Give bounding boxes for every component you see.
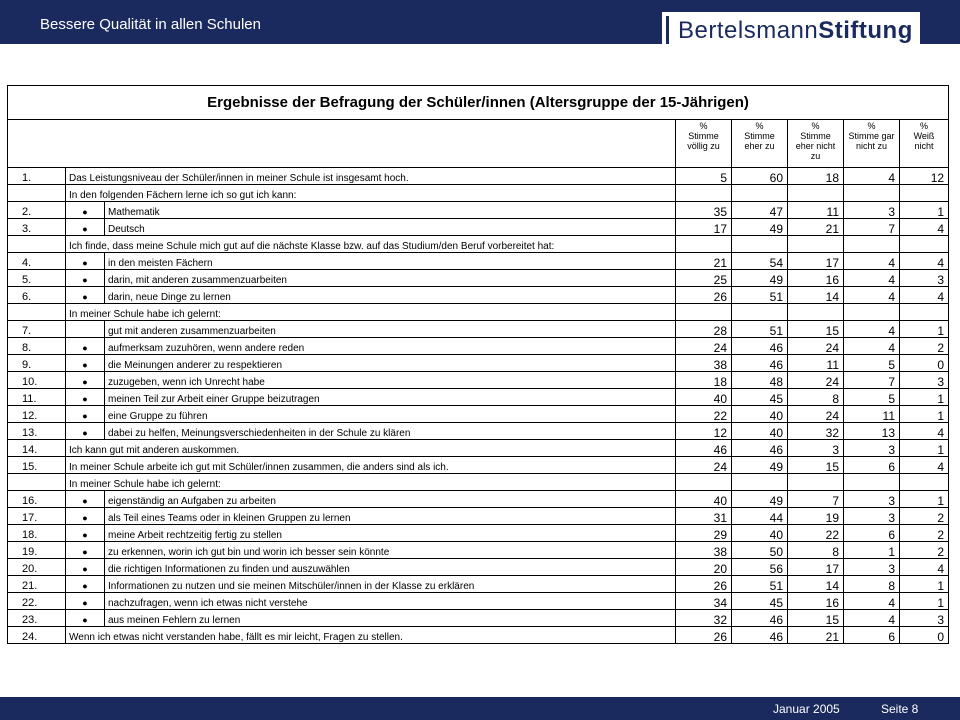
value-cell: 4: [900, 559, 949, 576]
table-row: [8, 355, 949, 372]
value-cell: 6: [844, 627, 900, 644]
table-row: [8, 593, 949, 610]
item-number: 15.: [8, 457, 66, 474]
value-cell: 24: [676, 338, 732, 355]
item-text: Ich kann gut mit anderen auskommen.: [66, 440, 676, 457]
section-header-row: [8, 185, 949, 202]
item-number: 1.: [8, 168, 66, 185]
value-cell: 17: [788, 559, 844, 576]
value-cell: 3: [844, 491, 900, 508]
item-number: 6.: [8, 287, 66, 304]
item-number: 4.: [8, 253, 66, 270]
value-cell: 7: [844, 372, 900, 389]
item-text: Deutsch: [105, 219, 676, 236]
empty-value-cell: [900, 304, 949, 321]
value-cell: 49: [732, 270, 788, 287]
value-cell: 6: [844, 457, 900, 474]
value-cell: 45: [732, 389, 788, 406]
empty-value-cell: [676, 474, 732, 491]
presentation-subtitle: Bessere Qualität in allen Schulen: [40, 16, 261, 33]
value-cell: 4: [844, 270, 900, 287]
value-cell: 19: [788, 508, 844, 525]
value-cell: 5: [844, 355, 900, 372]
value-cell: 15: [788, 321, 844, 338]
value-cell: 24: [788, 406, 844, 423]
table-row: [8, 338, 949, 355]
col-pct: %: [699, 121, 708, 131]
value-cell: 22: [676, 406, 732, 423]
value-cell: 50: [732, 542, 788, 559]
footer-date: Januar 2005: [773, 702, 840, 716]
value-cell: 12: [900, 168, 949, 185]
empty-value-cell: [844, 236, 900, 253]
header-blank: [8, 120, 676, 168]
section-text: Ich finde, dass meine Schule mich gut auf die nächste Klasse bzw. auf das Studium/den Beruf vorbereitet hat:: [66, 236, 676, 253]
value-cell: 14: [788, 576, 844, 593]
value-cell: 1: [900, 321, 949, 338]
table-title: Ergebnisse der Befragung der Schüler/innen (Altersgruppe der 15-Jährigen): [8, 86, 949, 120]
value-cell: 1: [900, 491, 949, 508]
footer-bar: [0, 697, 960, 720]
value-cell: 4: [844, 253, 900, 270]
value-cell: 1: [900, 593, 949, 610]
value-cell: 46: [732, 355, 788, 372]
value-cell: 44: [732, 508, 788, 525]
col-header-eher: [732, 120, 788, 168]
table-title-row: [8, 86, 949, 120]
empty-value-cell: [732, 304, 788, 321]
item-text: die richtigen Informationen zu finden und auszuwählen: [105, 559, 676, 576]
bullet-icon: ●: [66, 389, 105, 406]
value-cell: 4: [844, 321, 900, 338]
bullet-icon: ●: [66, 508, 105, 525]
item-text: eigenständig an Aufgaben zu arbeiten: [105, 491, 676, 508]
table-row: [8, 270, 949, 287]
bullet-icon: ●: [66, 491, 105, 508]
value-cell: 4: [844, 593, 900, 610]
item-text: aus meinen Fehlern zu lernen: [105, 610, 676, 627]
value-cell: 2: [900, 542, 949, 559]
value-cell: 45: [732, 593, 788, 610]
value-cell: 31: [676, 508, 732, 525]
value-cell: 24: [788, 372, 844, 389]
table-row: [8, 491, 949, 508]
item-text: darin, mit anderen zusammenzuarbeiten: [105, 270, 676, 287]
item-text: eine Gruppe zu führen: [105, 406, 676, 423]
item-text: die Meinungen anderer zu respektieren: [105, 355, 676, 372]
empty-value-cell: [732, 236, 788, 253]
col-pct: %: [811, 121, 820, 131]
survey-results-table: [7, 85, 949, 644]
logo-wordmark: [678, 17, 913, 45]
bullet-icon: ●: [66, 576, 105, 593]
value-cell: 46: [732, 440, 788, 457]
empty-value-cell: [676, 185, 732, 202]
item-number: 5.: [8, 270, 66, 287]
value-cell: 47: [732, 202, 788, 219]
value-cell: 4: [900, 423, 949, 440]
table-row: [8, 627, 949, 644]
table-row: [8, 219, 949, 236]
value-cell: 3: [844, 559, 900, 576]
table-row: [8, 321, 949, 338]
bullet-icon: ●: [66, 559, 105, 576]
value-cell: 1: [900, 202, 949, 219]
section-text: In den folgenden Fächern lerne ich so gut ich kann:: [66, 185, 676, 202]
item-number: [8, 474, 66, 491]
empty-value-cell: [788, 185, 844, 202]
bullet-icon: ●: [66, 253, 105, 270]
bullet-icon: ●: [66, 593, 105, 610]
value-cell: 8: [788, 389, 844, 406]
value-cell: 26: [676, 576, 732, 593]
table-row: [8, 423, 949, 440]
section-text: In meiner Schule habe ich gelernt:: [66, 304, 676, 321]
value-cell: 3: [900, 270, 949, 287]
item-number: 2.: [8, 202, 66, 219]
table-row: [8, 559, 949, 576]
item-number: 21.: [8, 576, 66, 593]
item-number: [8, 185, 66, 202]
bullet-icon: ●: [66, 338, 105, 355]
value-cell: 24: [676, 457, 732, 474]
value-cell: 32: [676, 610, 732, 627]
value-cell: 12: [676, 423, 732, 440]
value-cell: 35: [676, 202, 732, 219]
table-row: [8, 406, 949, 423]
value-cell: 11: [844, 406, 900, 423]
column-header-row: [8, 120, 949, 168]
value-cell: 34: [676, 593, 732, 610]
item-number: 11.: [8, 389, 66, 406]
item-text: Mathematik: [105, 202, 676, 219]
value-cell: 46: [732, 338, 788, 355]
value-cell: 26: [676, 287, 732, 304]
col-label: Stimme völlig zu: [687, 131, 720, 151]
value-cell: 24: [788, 338, 844, 355]
item-number: 23.: [8, 610, 66, 627]
value-cell: 11: [788, 355, 844, 372]
value-cell: 17: [676, 219, 732, 236]
value-cell: 40: [676, 389, 732, 406]
value-cell: 49: [732, 457, 788, 474]
value-cell: 5: [676, 168, 732, 185]
value-cell: 3: [900, 372, 949, 389]
col-header-eher-nicht: [788, 120, 844, 168]
value-cell: 7: [788, 491, 844, 508]
value-cell: 48: [732, 372, 788, 389]
value-cell: 7: [844, 219, 900, 236]
table-row: [8, 542, 949, 559]
item-text: zu erkennen, worin ich gut bin und worin ich besser sein könnte: [105, 542, 676, 559]
empty-value-cell: [788, 236, 844, 253]
bullet-icon: ●: [66, 202, 105, 219]
table-row: [8, 389, 949, 406]
section-header-row: [8, 304, 949, 321]
page-number: Seite 8: [881, 702, 919, 716]
bullet-icon: ●: [66, 287, 105, 304]
table-row: [8, 440, 949, 457]
value-cell: 20: [676, 559, 732, 576]
bullet-icon: ●: [66, 406, 105, 423]
value-cell: 40: [676, 491, 732, 508]
item-number: 7.: [8, 321, 66, 338]
value-cell: 1: [900, 576, 949, 593]
empty-value-cell: [676, 304, 732, 321]
bullet-icon: ●: [66, 219, 105, 236]
value-cell: 49: [732, 219, 788, 236]
col-pct: %: [920, 121, 929, 131]
value-cell: 15: [788, 457, 844, 474]
value-cell: 15: [788, 610, 844, 627]
value-cell: 49: [732, 491, 788, 508]
value-cell: 18: [676, 372, 732, 389]
empty-value-cell: [844, 304, 900, 321]
section-text: In meiner Schule habe ich gelernt:: [66, 474, 676, 491]
table-row: [8, 576, 949, 593]
item-number: 22.: [8, 593, 66, 610]
item-number: 20.: [8, 559, 66, 576]
col-header-weiss-nicht: [900, 120, 949, 168]
value-cell: 21: [676, 253, 732, 270]
value-cell: 60: [732, 168, 788, 185]
item-text: Das Leistungsniveau der Schüler/innen in meiner Schule ist insgesamt hoch.: [66, 168, 676, 185]
value-cell: 22: [788, 525, 844, 542]
value-cell: 2: [900, 525, 949, 542]
value-cell: 4: [900, 287, 949, 304]
value-cell: 11: [788, 202, 844, 219]
empty-value-cell: [788, 304, 844, 321]
item-text: In meiner Schule arbeite ich gut mit Schüler/innen zusammen, die anders sind als ich.: [66, 457, 676, 474]
bullet-icon: ●: [66, 355, 105, 372]
empty-value-cell: [900, 185, 949, 202]
value-cell: 1: [900, 440, 949, 457]
value-cell: 46: [732, 610, 788, 627]
empty-value-cell: [900, 236, 949, 253]
value-cell: 40: [732, 525, 788, 542]
bullet-icon: ●: [66, 270, 105, 287]
value-cell: 46: [676, 440, 732, 457]
item-text: Wenn ich etwas nicht verstanden habe, fällt es mir leicht, Fragen zu stellen.: [66, 627, 676, 644]
col-label: Stimme eher nicht zu: [795, 131, 836, 161]
value-cell: 4: [844, 287, 900, 304]
col-label: Stimme gar nicht zu: [848, 131, 895, 151]
bullet-icon: ●: [66, 372, 105, 389]
item-text: als Teil eines Teams oder in kleinen Gruppen zu lernen: [105, 508, 676, 525]
value-cell: 21: [788, 219, 844, 236]
value-cell: 4: [900, 253, 949, 270]
item-number: 9.: [8, 355, 66, 372]
bertelsmann-stiftung-logo: [662, 12, 920, 48]
value-cell: 8: [844, 576, 900, 593]
value-cell: 1: [844, 542, 900, 559]
item-text: zuzugeben, wenn ich Unrecht habe: [105, 372, 676, 389]
item-text: nachzufragen, wenn ich etwas nicht verstehe: [105, 593, 676, 610]
item-number: 14.: [8, 440, 66, 457]
empty-value-cell: [844, 474, 900, 491]
table-row: [8, 525, 949, 542]
value-cell: 26: [676, 627, 732, 644]
section-header-row: [8, 236, 949, 253]
table-row: [8, 202, 949, 219]
table-row: [8, 168, 949, 185]
col-label: Stimme eher zu: [744, 131, 775, 151]
logo-word-1: Bertelsmann: [678, 17, 819, 44]
item-text: darin, neue Dinge zu lernen: [105, 287, 676, 304]
empty-value-cell: [732, 185, 788, 202]
value-cell: 4: [844, 338, 900, 355]
value-cell: 6: [844, 525, 900, 542]
value-cell: 56: [732, 559, 788, 576]
item-text: aufmerksam zuzuhören, wenn andere reden: [105, 338, 676, 355]
value-cell: 4: [900, 219, 949, 236]
value-cell: 17: [788, 253, 844, 270]
table-row: [8, 610, 949, 627]
bullet-icon: [66, 321, 105, 338]
item-number: [8, 304, 66, 321]
item-number: 8.: [8, 338, 66, 355]
value-cell: 38: [676, 355, 732, 372]
empty-value-cell: [900, 474, 949, 491]
value-cell: 40: [732, 423, 788, 440]
col-label: Weiß nicht: [913, 131, 935, 151]
value-cell: 13: [844, 423, 900, 440]
item-number: 19.: [8, 542, 66, 559]
col-pct: %: [755, 121, 764, 131]
value-cell: 5: [844, 389, 900, 406]
empty-value-cell: [788, 474, 844, 491]
item-text: gut mit anderen zusammenzuarbeiten: [105, 321, 676, 338]
item-number: 16.: [8, 491, 66, 508]
empty-value-cell: [844, 185, 900, 202]
value-cell: 4: [844, 610, 900, 627]
value-cell: 29: [676, 525, 732, 542]
item-number: [8, 236, 66, 253]
value-cell: 38: [676, 542, 732, 559]
value-cell: 54: [732, 253, 788, 270]
value-cell: 3: [788, 440, 844, 457]
item-number: 13.: [8, 423, 66, 440]
value-cell: 0: [900, 355, 949, 372]
item-text: meine Arbeit rechtzeitig fertig zu stellen: [105, 525, 676, 542]
bullet-icon: ●: [66, 610, 105, 627]
value-cell: 4: [900, 457, 949, 474]
bullet-icon: ●: [66, 525, 105, 542]
value-cell: 14: [788, 287, 844, 304]
item-text: in den meisten Fächern: [105, 253, 676, 270]
header-bar: [0, 0, 960, 44]
item-number: 17.: [8, 508, 66, 525]
value-cell: 3: [844, 202, 900, 219]
value-cell: 25: [676, 270, 732, 287]
value-cell: 16: [788, 593, 844, 610]
item-number: 18.: [8, 525, 66, 542]
value-cell: 16: [788, 270, 844, 287]
empty-value-cell: [676, 236, 732, 253]
value-cell: 2: [900, 338, 949, 355]
item-text: meinen Teil zur Arbeit einer Gruppe beizutragen: [105, 389, 676, 406]
item-text: dabei zu helfen, Meinungsverschiedenheiten in der Schule zu klären: [105, 423, 676, 440]
logo-bar: [666, 16, 669, 44]
value-cell: 3: [844, 508, 900, 525]
value-cell: 3: [900, 610, 949, 627]
item-number: 12.: [8, 406, 66, 423]
value-cell: 32: [788, 423, 844, 440]
table-row: [8, 287, 949, 304]
value-cell: 51: [732, 576, 788, 593]
table-row: [8, 457, 949, 474]
col-header-gar-nicht: [844, 120, 900, 168]
value-cell: 2: [900, 508, 949, 525]
table-row: [8, 253, 949, 270]
value-cell: 51: [732, 321, 788, 338]
value-cell: 28: [676, 321, 732, 338]
value-cell: 3: [844, 440, 900, 457]
col-pct: %: [867, 121, 876, 131]
value-cell: 18: [788, 168, 844, 185]
section-header-row: [8, 474, 949, 491]
value-cell: 0: [900, 627, 949, 644]
item-number: 3.: [8, 219, 66, 236]
value-cell: 1: [900, 389, 949, 406]
value-cell: 21: [788, 627, 844, 644]
item-number: 10.: [8, 372, 66, 389]
value-cell: 1: [900, 406, 949, 423]
item-number: 24.: [8, 627, 66, 644]
value-cell: 51: [732, 287, 788, 304]
logo-word-2: Stiftung: [818, 17, 913, 44]
item-text: Informationen zu nutzen und sie meinen Mitschüler/innen in der Klasse zu erklären: [105, 576, 676, 593]
empty-value-cell: [732, 474, 788, 491]
col-header-voellig: [676, 120, 732, 168]
table-row: [8, 508, 949, 525]
table-row: [8, 372, 949, 389]
value-cell: 40: [732, 406, 788, 423]
value-cell: 46: [732, 627, 788, 644]
bullet-icon: ●: [66, 542, 105, 559]
value-cell: 8: [788, 542, 844, 559]
bullet-icon: ●: [66, 423, 105, 440]
value-cell: 4: [844, 168, 900, 185]
